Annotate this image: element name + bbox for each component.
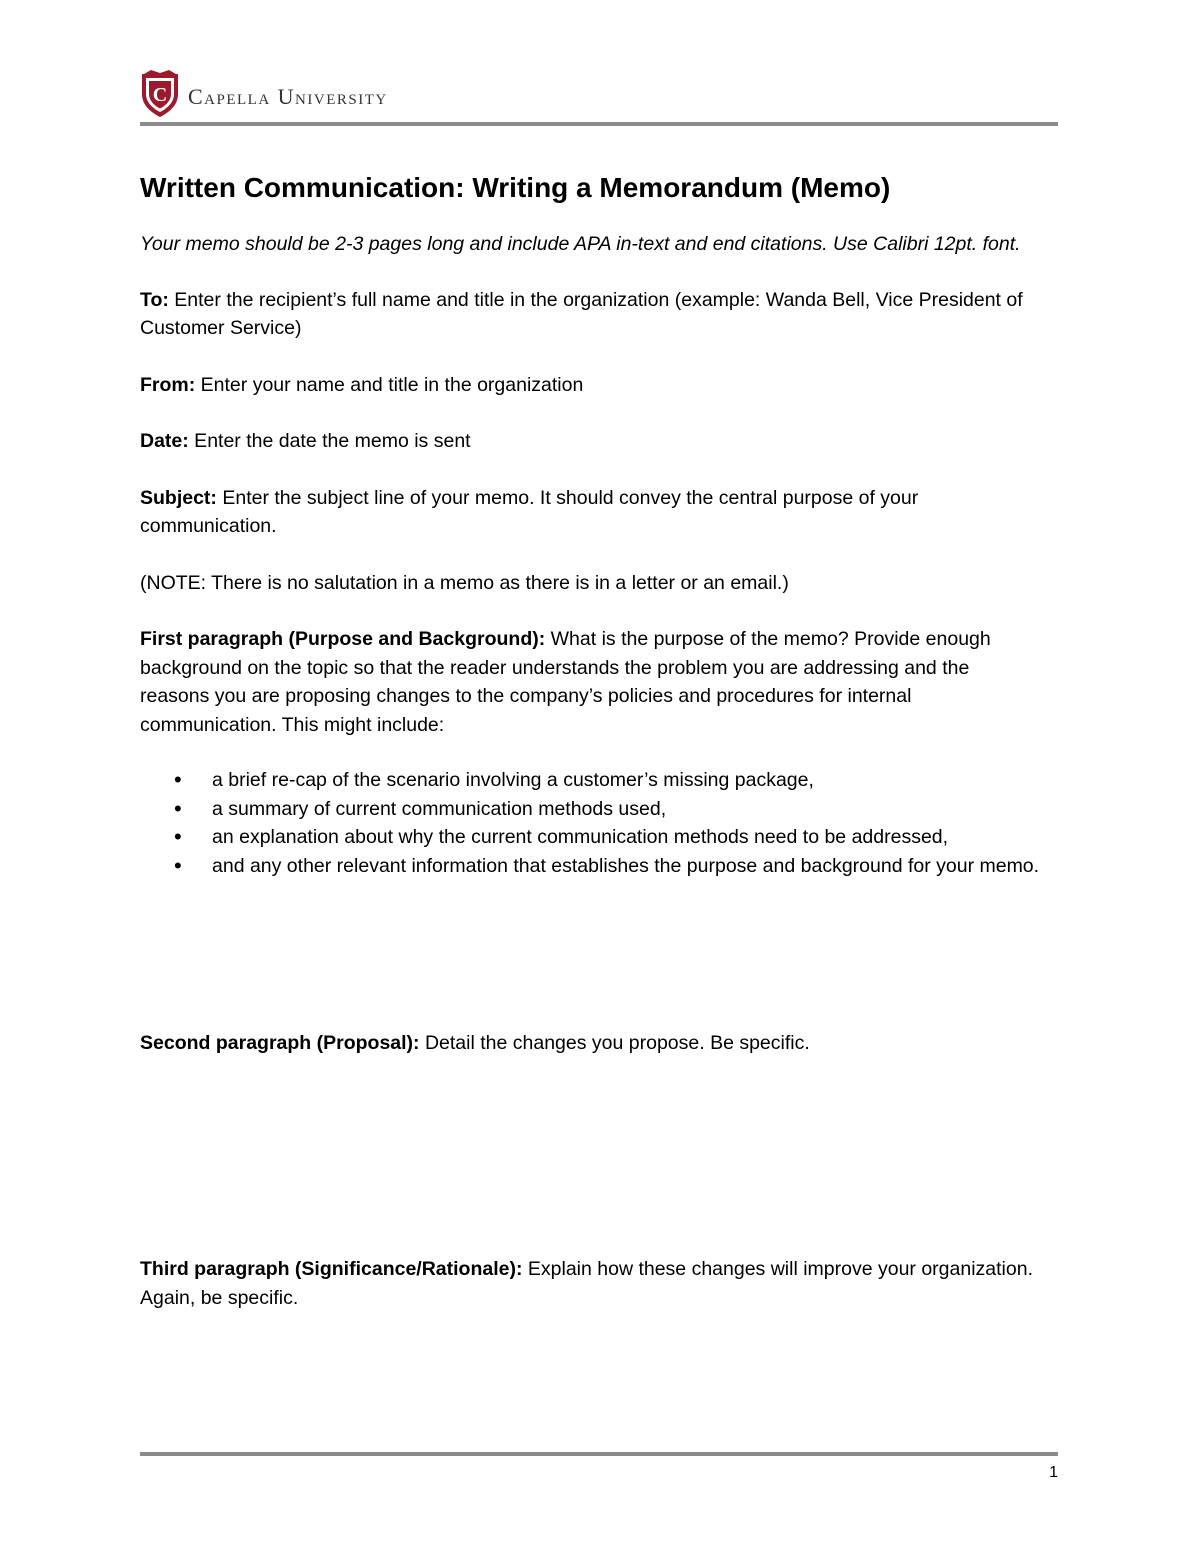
- list-item: • a summary of current communication methods used,: [212, 795, 1040, 824]
- capella-shield-icon: [140, 70, 180, 118]
- list-item: • and any other relevant information that establishes the purpose and background for your memo.: [212, 852, 1040, 881]
- university-logo-wordmark: Capella University: [188, 84, 388, 109]
- memo-instructions: [140, 168, 1040, 880]
- second-paragraph-label: Second paragraph (Proposal):: [140, 1032, 420, 1054]
- to-text: Enter the recipient’s full name and title in the organization (example: Wanda Bell, Vice President of Customer Service): [140, 288, 1023, 339]
- first-paragraph-text: What is the purpose of the memo? Provide enough background on the topic so that the reader understands the problem you are addressing and the reasons you are proposing changes to the company’s policies and procedures for internal communication. This might include:: [140, 628, 991, 736]
- first-paragraph-label: First paragraph (Purpose and Background):: [140, 628, 546, 650]
- from-label: From:: [140, 373, 196, 396]
- list-item: • a brief re-cap of the scenario involving a customer’s missing package,: [212, 766, 1040, 795]
- to-field: [140, 286, 1040, 343]
- date-label: Date:: [140, 430, 189, 452]
- third-paragraph-text: Explain how these changes will improve your organization. Again, be specific.: [140, 1258, 1033, 1309]
- svg-text:C: C: [152, 84, 168, 106]
- date-field: [140, 427, 1040, 456]
- second-paragraph-instructions: [140, 1029, 1040, 1058]
- salutation-note: (NOTE: There is no salutation in a memo as there is in a letter or an email.): [140, 571, 789, 594]
- to-label: To:: [140, 288, 169, 311]
- list-item: • an explanation about why the current communication methods need to be addressed,: [212, 823, 1040, 852]
- header-divider: [140, 122, 1058, 126]
- second-paragraph-text: Detail the changes you propose. Be specific.: [419, 1032, 810, 1054]
- from-text: Enter your name and title in the organization: [195, 373, 584, 396]
- purpose-bullet-list: [140, 766, 1040, 880]
- from-field: [140, 371, 1040, 400]
- subject-field: [140, 484, 1040, 541]
- third-paragraph-label: Third paragraph (Significance/Rationale):: [140, 1258, 523, 1280]
- page-header: [140, 68, 1060, 128]
- intro-instructions: Your memo should be 2-3 pages long and include APA in-text and end citations. Use Calibri 12pt. font.: [140, 233, 1021, 255]
- subject-text: Enter the subject line of your memo. It should convey the central purpose of your communication.: [140, 486, 919, 537]
- page-number: 1: [1049, 1464, 1058, 1481]
- footer-divider: [140, 1452, 1058, 1456]
- third-paragraph-instructions: [140, 1255, 1040, 1312]
- subject-label: Subject:: [140, 486, 217, 509]
- date-text: Enter the date the memo is sent: [188, 430, 471, 452]
- first-paragraph-instructions: [140, 625, 1040, 739]
- document-title: Written Communication: Writing a Memorandum (Memo): [140, 172, 891, 203]
